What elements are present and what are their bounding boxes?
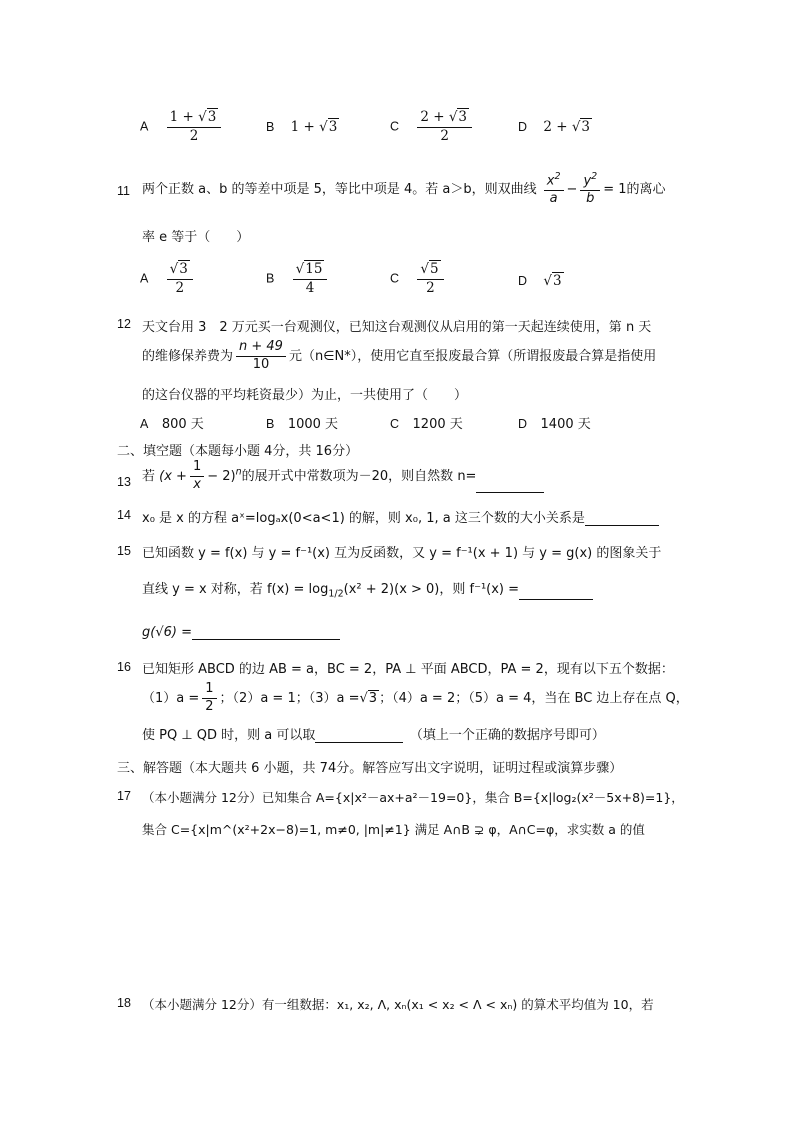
section-2-heading: 二、填空题（本题每小题 4分，共 16分） <box>117 444 359 459</box>
q15-line1: 已知函数 y = f(x) 与 y = f⁻¹(x) 互为反函数，又 y = f⁻¹(x + 1) 与 y = g(x) 的图象关于 <box>142 546 662 561</box>
q11-frac-y: $\frac{y^2}{b}$ <box>580 172 600 207</box>
q16-line2: （1）a = $\frac{1}{2}$ ；（2）a = 1；（3）a =√3 ；（4）a = 2；（5）a = 4，当在 BC 边上存在点 Q， <box>142 681 689 714</box>
q16-line1: 已知矩形 ABCD 的边 AB = a，BC = 2，PA ⊥ 平面 ABCD，PA = 2，现有以下五个数据： <box>142 662 674 677</box>
q12-fraction: $\frac{n + 49}{10}$ <box>236 340 286 373</box>
q10-option-d[interactable]: D 2 + √3 <box>518 119 591 135</box>
q12-option-b[interactable]: B 1000 天 <box>266 417 339 432</box>
q16-answer-blank[interactable] <box>315 728 403 743</box>
section-3-heading: 三、解答题（本大题共 6 小题，共 74分。解答应写出文字说明，证明过程或演算步骤） <box>117 761 623 776</box>
q12-option-a[interactable]: A 800 天 <box>140 417 204 432</box>
q10-option-a[interactable]: A $\frac{1 + √3}{2}$ <box>140 110 224 144</box>
q11-option-a[interactable]: A $\frac{√3}{2}$ <box>140 262 196 296</box>
q12-option-d[interactable]: D 1400 天 <box>518 417 591 432</box>
q10-option-b[interactable]: B 1 + √3 <box>266 119 338 135</box>
q11-option-c[interactable]: C $\frac{√5}{2}$ <box>390 262 447 296</box>
q16-line3: 使 PQ ⊥ QD 时，则 a 可以取 （填上一个正确的数据序号即可） <box>142 728 605 743</box>
q15-line2: 直线 y = x 对称，若 $f(x) = \log_{1/2}(x^2 + 2)(x > 0)$，则 f⁻¹(x) = <box>142 578 593 600</box>
q17-line2: 集合 C={x|m^(x²+2x−8)=1, m≠0, |m|≠1} 满足 A∩B ⊋ φ，A∩C=φ，求实数 a 的值 <box>142 822 645 837</box>
q12-option-c[interactable]: C 1200 天 <box>390 417 463 432</box>
q10-option-c[interactable]: C $\frac{2 + √3}{2}$ <box>390 110 475 144</box>
fraction: $\frac{2 + √3}{2}$ <box>417 110 472 144</box>
q12-line1: 天文台用 3 2 万元买一台观测仪，已知这台观测仪从启用的第一天起连续使用，第 n 天 <box>142 320 652 335</box>
q18-line1: （本小题满分 12分）有一组数据：x₁, x₂, Λ, xₙ(x₁ < x₂ < Λ < xₙ) 的算术平均值为 10，若 <box>142 997 654 1012</box>
q15-answer-blank-2[interactable] <box>192 625 340 640</box>
q12-line2: 的维修保养费为 $\frac{n + 49}{10}$ 元（n∈N*），使用它直至报废最合算（所谓报废最合算是指使用 <box>142 339 657 372</box>
q11-option-d[interactable]: D √3 <box>518 273 562 289</box>
q12-line3: 的这台仪器的平均耗资最少）为止，一共使用了（ ） <box>142 388 468 403</box>
q14-answer-blank[interactable] <box>585 511 659 526</box>
q13-answer-blank[interactable] <box>476 478 544 493</box>
q17-line1: （本小题满分 12分）已知集合 A={x|x²－ax+a²－19=0}，集合 B={x|log₂(x²－5x+8)=1}， <box>142 790 684 805</box>
fraction: $\frac{1 + √3}{2}$ <box>167 110 222 144</box>
q11-option-b[interactable]: B $\frac{√15}{4}$ <box>266 262 330 296</box>
q11-line1: 两个正数 a、b 的等差中项是 5，等比中项是 4。若 a＞b，则双曲线 $\frac{x^2}{a}$ − $\frac{y^2}{b}$ = 1的离心 <box>142 171 666 207</box>
q11-line2: 率 e 等于（ ） <box>142 230 250 245</box>
q11-frac-x: $\frac{x^2}{a}$ <box>544 172 564 207</box>
q15-answer-blank-1[interactable] <box>519 585 593 600</box>
q13-line: 若 (x + $\frac{1}{x}$ − 2)$^n$的展开式中常数项为－20，则自然数 n= <box>142 460 544 493</box>
q17-answer-area[interactable] <box>142 850 682 980</box>
q14-line: x₀ 是 x 的方程 aˣ=logₐx(0<a<1) 的解，则 x₀, 1, a 这三个数的大小关系是 <box>142 507 659 526</box>
q15-line3: g(√6) = <box>142 625 340 640</box>
